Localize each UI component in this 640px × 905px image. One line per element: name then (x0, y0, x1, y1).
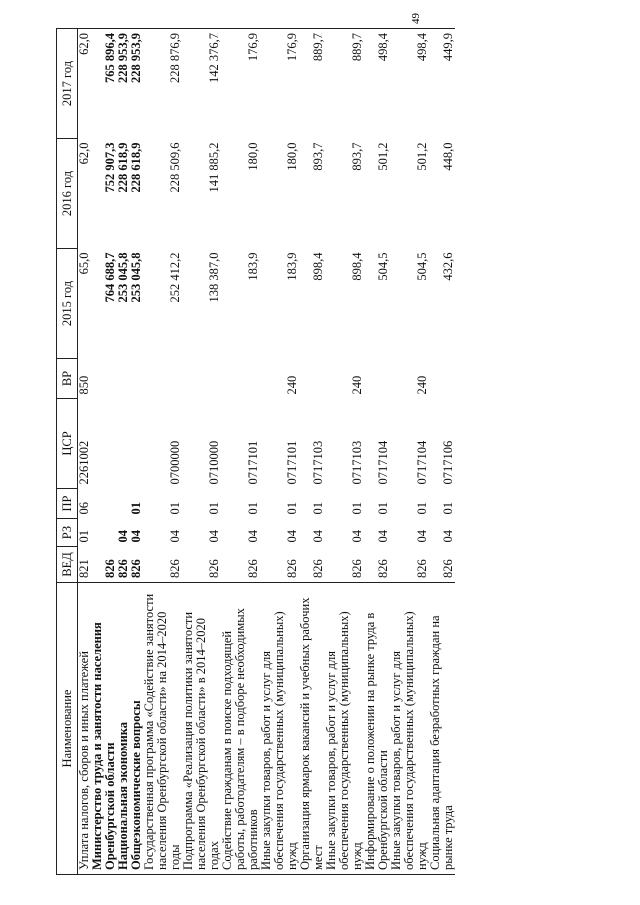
cell-pr: 01 (311, 502, 325, 515)
cell-y2016: 228 509,6 (168, 142, 182, 193)
cell-y2016: 501,2 (415, 142, 429, 171)
cell-pr: 01 (168, 502, 182, 515)
cell-csr: 0717104 (415, 440, 429, 485)
budget-table (56, 28, 455, 875)
cell-pr: 01 (376, 502, 390, 515)
cell-y2017: 228 953,9 (117, 29, 130, 139)
cell-y2016: 448,0 (441, 142, 455, 171)
cell-csr: 0717101 (246, 440, 260, 485)
header-csr: ЦСР (57, 399, 78, 489)
cell-rz: 04 (350, 530, 364, 543)
cell-name: Иные закупки товаров, работ и услуг для обеспечения государственных (муниципальных) нужд (260, 583, 299, 875)
cell-name: Государственная программа «Содействие занятости населения Оренбургской области» на 2014–2020 годы (143, 583, 182, 875)
cell-pr: 01 (246, 502, 260, 515)
cell-ved: 826 (415, 559, 429, 578)
cell-y2016: 501,2 (376, 142, 390, 171)
cell-ved: 826 (207, 559, 221, 578)
cell-y2017: 176,9 (221, 29, 260, 139)
cell-vr: 240 (285, 375, 299, 395)
cell-name: Национальная экономика (117, 583, 130, 875)
table-row (221, 29, 260, 875)
header-ved: ВЕД (57, 547, 78, 583)
cell-csr: 0717103 (311, 440, 325, 485)
cell-y2015: 504,5 (376, 252, 390, 281)
header-pr: ПР (57, 489, 78, 519)
cell-y2017: 498,4 (390, 29, 429, 139)
cell-name: Общеэкономические вопросы (130, 583, 143, 875)
cell-name: Иные закупки товаров, работ и услуг для обеспечения государственных (муниципальных) нужд (390, 583, 429, 875)
cell-ved: 826 (285, 559, 299, 578)
cell-y2015: 183,9 (285, 252, 299, 281)
cell-rz: 04 (415, 530, 429, 543)
cell-pr: 01 (350, 502, 364, 515)
cell-y2017: 449,9 (429, 29, 455, 139)
cell-ved: 826 (168, 559, 182, 578)
cell-ved: 826 (376, 559, 390, 578)
header-vr: ВР (57, 359, 78, 399)
cell-vr: 240 (415, 375, 429, 395)
header-2015: 2015 год (57, 249, 78, 359)
cell-vr (221, 359, 260, 399)
cell-y2016: 228 618,9 (116, 142, 130, 193)
cell-ved: 821 (77, 559, 91, 578)
cell-vr: 850 (77, 375, 91, 395)
cell-y2016: 62,0 (77, 142, 91, 165)
cell-name: Информирование о положении на рынке труда в Оренбургской области (364, 583, 390, 875)
cell-y2016: 180,0 (285, 142, 299, 171)
cell-csr: 0717104 (376, 440, 390, 485)
table-row (390, 29, 429, 875)
cell-name: Социальная адаптация безработных граждан на рынке труда (429, 583, 455, 875)
cell-rz: 01 (77, 530, 91, 543)
cell-csr: 0710000 (207, 440, 221, 485)
cell-pr: 01 (441, 502, 455, 515)
table-row (260, 29, 299, 875)
cell-csr: 0717106 (441, 440, 455, 485)
cell-vr (130, 359, 143, 399)
table-header (57, 29, 78, 875)
cell-rz: 04 (376, 530, 390, 543)
cell-rz (91, 519, 117, 547)
cell-csr: 0700000 (168, 440, 182, 485)
cell-vr (364, 359, 390, 399)
table-row (143, 29, 182, 875)
cell-y2015: 432,6 (441, 252, 455, 281)
cell-y2017: 498,4 (364, 29, 390, 139)
cell-y2016: 752 907,3 (103, 142, 117, 193)
cell-ved: 826 (350, 559, 364, 578)
cell-y2015: 138 387,0 (207, 252, 221, 303)
cell-y2016: 141 885,2 (207, 142, 221, 193)
table-row (91, 29, 117, 875)
cell-ved: 826 (116, 559, 130, 578)
table-row (325, 29, 364, 875)
cell-y2015: 183,9 (246, 252, 260, 281)
header-2017: 2017 год (57, 29, 78, 139)
cell-y2016: 893,7 (311, 142, 325, 171)
table-row (182, 29, 221, 875)
table-row (78, 29, 92, 875)
cell-name: Подпрограмма «Реализация политики занятости населения Оренбургской области» в 2014–2020 годах (182, 583, 221, 875)
table-row (299, 29, 325, 875)
cell-rz: 04 (311, 530, 325, 543)
cell-csr: 0717101 (285, 440, 299, 485)
cell-csr (130, 399, 143, 489)
cell-csr (117, 399, 130, 489)
cell-vr (429, 359, 455, 399)
cell-vr (182, 359, 221, 399)
table-row (364, 29, 390, 875)
cell-y2017: 176,9 (260, 29, 299, 139)
cell-y2015: 253 045,8 (129, 252, 143, 303)
cell-y2015: 253 045,8 (116, 252, 130, 303)
cell-y2017: 228 876,9 (143, 29, 182, 139)
cell-y2016: 893,7 (350, 142, 364, 171)
cell-rz: 04 (207, 530, 221, 543)
cell-pr: 01 (207, 502, 221, 515)
cell-rz: 04 (246, 530, 260, 543)
cell-csr: 2261002 (77, 440, 91, 485)
cell-y2015: 504,5 (415, 252, 429, 281)
cell-y2016: 228 618,9 (129, 142, 143, 193)
cell-rz: 04 (129, 530, 143, 543)
cell-y2015: 252 412,2 (168, 252, 182, 303)
cell-rz: 04 (285, 530, 299, 543)
cell-y2017: 228 953,9 (130, 29, 143, 139)
cell-y2016: 180,0 (246, 142, 260, 171)
cell-rz: 04 (168, 530, 182, 543)
cell-name: Организация ярмарок вакансий и учебных рабочих мест (299, 583, 325, 875)
cell-vr (117, 359, 130, 399)
cell-pr: 06 (77, 502, 91, 515)
cell-csr (91, 399, 117, 489)
cell-y2017: 62,0 (78, 29, 92, 139)
cell-name: Содействие гражданам в поиске подходящей работы, работодателям – в подборе необходимых работников (221, 583, 260, 875)
cell-y2015: 764 688,7 (103, 252, 117, 303)
cell-ved: 826 (129, 559, 143, 578)
cell-y2015: 65,0 (77, 252, 91, 275)
cell-vr (91, 359, 117, 399)
cell-csr: 0717103 (350, 440, 364, 485)
cell-name: Уплата налогов, сборов и иных платежей (78, 583, 92, 875)
header-name: Наименование (57, 583, 78, 875)
cell-ved: 826 (103, 559, 117, 578)
cell-y2017: 142 376,7 (182, 29, 221, 139)
cell-vr (143, 359, 182, 399)
page-number: 49 (410, 13, 422, 24)
cell-rz: 04 (441, 530, 455, 543)
cell-rz: 04 (116, 530, 130, 543)
cell-name: Иные закупки товаров, работ и услуг для обеспечения государственных (муниципальных) нужд (325, 583, 364, 875)
cell-pr: 01 (285, 502, 299, 515)
cell-ved: 826 (246, 559, 260, 578)
cell-y2017: 889,7 (299, 29, 325, 139)
cell-vr (299, 359, 325, 399)
table-row (429, 29, 455, 875)
header-rz: РЗ (57, 519, 78, 547)
header-2016: 2016 год (57, 139, 78, 249)
cell-vr: 240 (350, 375, 364, 395)
cell-pr (91, 489, 117, 519)
cell-ved: 826 (441, 559, 455, 578)
cell-y2017: 765 896,4 (91, 29, 117, 139)
rotated-page (56, 30, 640, 875)
cell-name: Министерство труда и занятости населения Оренбургской области (91, 583, 117, 875)
cell-pr: 01 (415, 502, 429, 515)
cell-pr: 01 (129, 502, 143, 515)
cell-y2015: 898,4 (350, 252, 364, 281)
cell-y2015: 898,4 (311, 252, 325, 281)
cell-ved: 826 (311, 559, 325, 578)
cell-y2017: 889,7 (325, 29, 364, 139)
